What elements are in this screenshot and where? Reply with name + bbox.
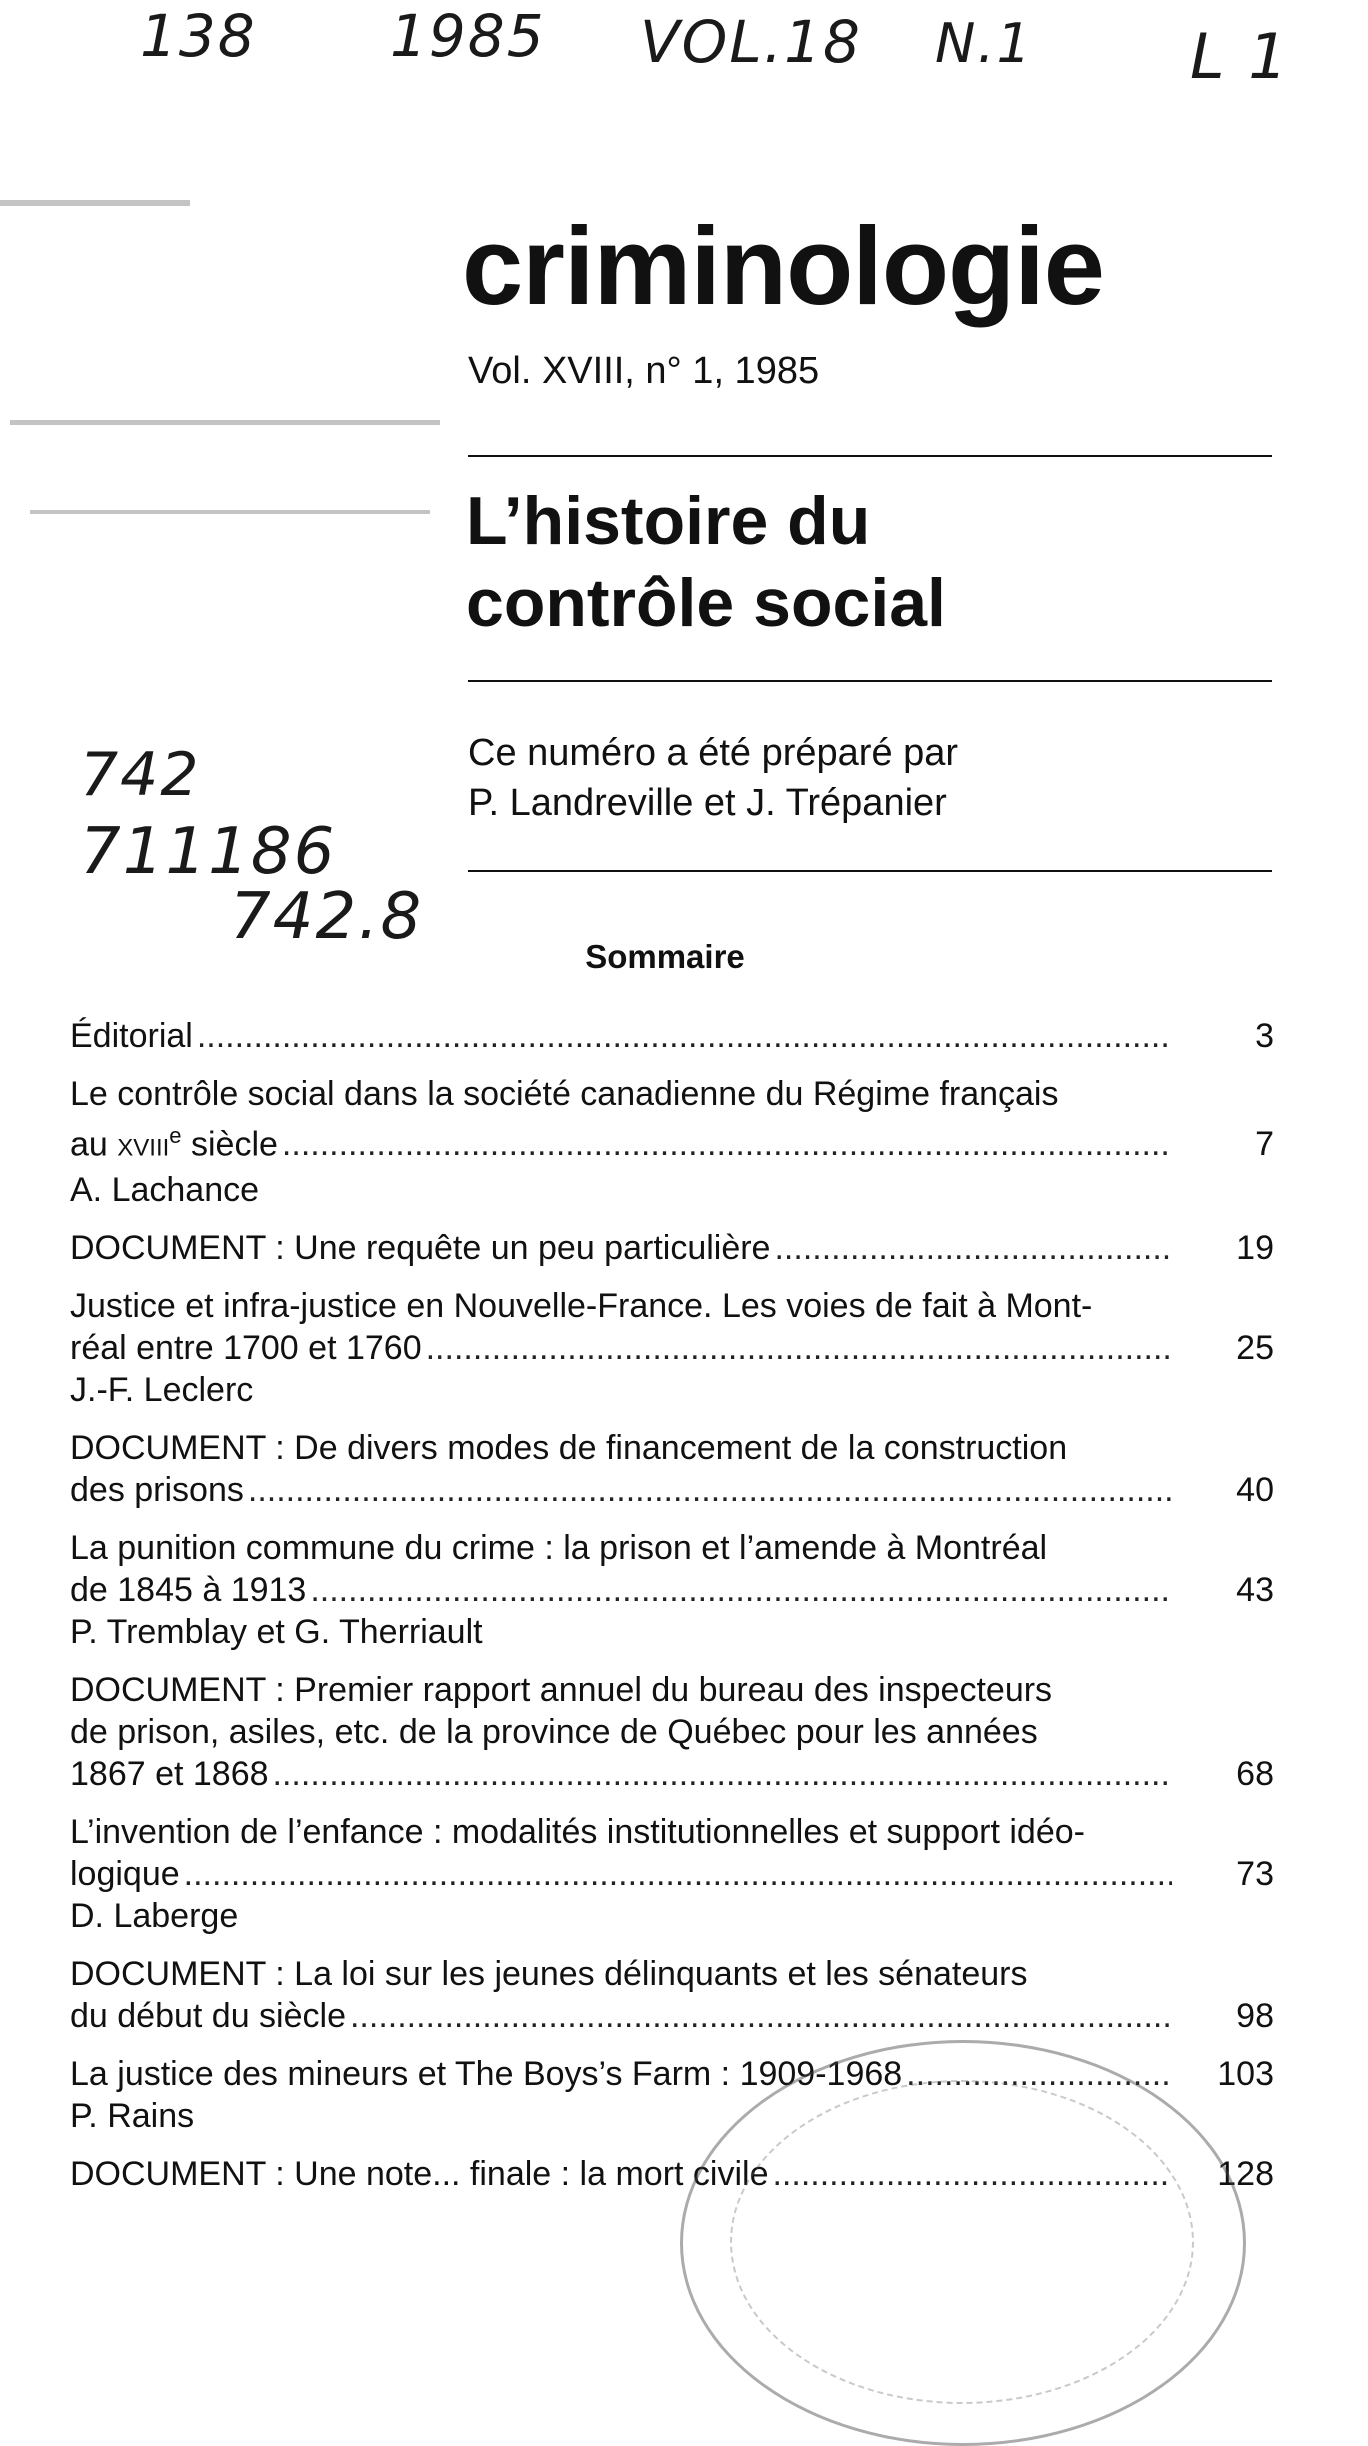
toc-page-number: 19 bbox=[1236, 1229, 1274, 1268]
toc-title-final-line bbox=[70, 1327, 1274, 1369]
divider bbox=[468, 455, 1272, 457]
dot-leader bbox=[310, 1569, 1172, 1611]
toc-title-final-line bbox=[70, 1469, 1274, 1511]
toc-title-final-line bbox=[70, 1753, 1274, 1795]
toc-title: logique bbox=[70, 1855, 180, 1894]
toc-author: D. Laberge bbox=[70, 1897, 239, 1936]
toc-title: Éditorial bbox=[70, 1017, 193, 1055]
toc-page-number: 40 bbox=[1236, 1471, 1274, 1510]
toc-title-final-line bbox=[70, 1995, 1274, 2037]
toc-page-number: 43 bbox=[1236, 1571, 1274, 1610]
toc-title-line: Le contrôle social dans la société canadienne du Régime français bbox=[70, 1075, 1059, 1113]
toc-title-line: DOCUMENT : Premier rapport annuel du bureau des inspecteurs bbox=[70, 1671, 1053, 1710]
toc-title-line: de prison, asiles, etc. de la province de Québec pour les années bbox=[70, 1713, 1038, 1752]
theme-line: contrôle social bbox=[466, 565, 946, 641]
handwritten-code: 742.8 bbox=[230, 880, 424, 954]
toc-page-number: 98 bbox=[1236, 1997, 1274, 2036]
dot-leader bbox=[273, 1753, 1172, 1795]
toc-title: 1867 et 1868 bbox=[70, 1755, 269, 1794]
table-of-contents bbox=[70, 1015, 1274, 2211]
toc-title-line: Justice et infra-justice en Nouvelle-France. Les voies de fait à Mont- bbox=[70, 1287, 1093, 1326]
toc-page-number: 128 bbox=[1217, 2155, 1274, 2194]
toc-page-number: 68 bbox=[1236, 1755, 1274, 1794]
toc-title-final-line bbox=[70, 1569, 1274, 1611]
faded-stamp-mark bbox=[30, 510, 430, 514]
toc-entry bbox=[70, 1953, 1274, 2037]
toc-title-line: DOCUMENT : La loi sur les jeunes délinquants et les sénateurs bbox=[70, 1955, 1028, 1994]
toc-title: du début du siècle bbox=[70, 1997, 346, 2036]
summary-heading: Sommaire bbox=[585, 938, 745, 975]
handwritten-volume: VOL.18 bbox=[640, 8, 862, 76]
toc-title-final-line bbox=[70, 1227, 1274, 1269]
prepared-by bbox=[468, 728, 958, 828]
dot-leader bbox=[197, 1015, 1172, 1057]
toc-title-line: DOCUMENT : De divers modes de financement de la construction bbox=[70, 1429, 1068, 1468]
toc-page-number: 103 bbox=[1217, 2055, 1274, 2094]
toc-author: J.-F. Leclerc bbox=[70, 1371, 254, 1410]
toc-page-number: 25 bbox=[1236, 1329, 1274, 1368]
toc-title-final-line bbox=[70, 1853, 1274, 1895]
divider bbox=[468, 680, 1272, 682]
toc-title bbox=[70, 1115, 278, 1169]
toc-title: DOCUMENT : Une requête un peu particulière bbox=[70, 1229, 771, 1268]
toc-entry bbox=[70, 1669, 1274, 1795]
dot-leader bbox=[184, 1853, 1172, 1895]
toc-author: P. Rains bbox=[70, 2097, 195, 2136]
faded-stamp-mark bbox=[0, 200, 190, 206]
toc-title-line: La punition commune du crime : la prison et l’amende à Montréal bbox=[70, 1529, 1048, 1568]
ordinal-superscript: e bbox=[169, 1123, 182, 1148]
toc-title-part: au bbox=[70, 1125, 118, 1164]
toc-entry bbox=[70, 1227, 1274, 1269]
library-stamp-inner bbox=[730, 2080, 1194, 2404]
dot-leader bbox=[774, 1227, 1172, 1269]
toc-author: A. Lachance bbox=[70, 1171, 260, 1210]
toc-entry bbox=[70, 1527, 1274, 1653]
handwritten-code: 742 bbox=[80, 740, 201, 810]
divider bbox=[468, 870, 1272, 872]
century-small-caps: XVIII bbox=[117, 1134, 170, 1162]
toc-page-number: 3 bbox=[1255, 1017, 1274, 1055]
issue-line: Vol. XVIII, n° 1, 1985 bbox=[468, 350, 820, 392]
handwritten-shelf-mark: L 1 bbox=[1190, 20, 1290, 93]
toc-entry bbox=[70, 1285, 1274, 1411]
toc-title: des prisons bbox=[70, 1471, 244, 1510]
toc-author: P. Tremblay et G. Therriault bbox=[70, 1613, 483, 1652]
toc-title-final-line bbox=[70, 1115, 1274, 1169]
toc-entry bbox=[70, 1811, 1274, 1937]
toc-title-final-line bbox=[70, 1015, 1274, 1057]
dot-leader bbox=[426, 1327, 1172, 1369]
toc-title: La justice des mineurs et The Boys’s Farm : 1909-1968 bbox=[70, 2055, 903, 2094]
theme-line: L’histoire du bbox=[466, 483, 871, 559]
toc-page-number: 73 bbox=[1236, 1855, 1274, 1894]
dot-leader bbox=[350, 1995, 1172, 2037]
handwritten-page-number: 138 bbox=[140, 2, 257, 70]
toc-entry bbox=[70, 1015, 1274, 1057]
issue-theme bbox=[466, 480, 946, 644]
toc-title-line: L’invention de l’enfance : modalités institutionnelles et support idéo- bbox=[70, 1813, 1085, 1852]
toc-entry bbox=[70, 1427, 1274, 1511]
toc-title: de 1845 à 1913 bbox=[70, 1571, 307, 1610]
prepared-line: P. Landreville et J. Trépanier bbox=[468, 782, 947, 824]
prepared-line: Ce numéro a été préparé par bbox=[468, 732, 959, 774]
toc-page-number: 7 bbox=[1255, 1125, 1274, 1164]
journal-title: criminologie bbox=[462, 205, 1104, 328]
toc-entry bbox=[70, 1073, 1274, 1211]
toc-title-part: siècle bbox=[181, 1125, 278, 1164]
handwritten-code: 711186 bbox=[80, 815, 337, 889]
handwritten-year: 1985 bbox=[390, 2, 546, 70]
dot-leader bbox=[248, 1469, 1172, 1511]
handwritten-number: N.1 bbox=[935, 12, 1033, 75]
faded-stamp-mark bbox=[10, 420, 440, 425]
toc-title: DOCUMENT : Une note... finale : la mort civile bbox=[70, 2155, 769, 2194]
dot-leader bbox=[282, 1123, 1172, 1165]
toc-title: réal entre 1700 et 1760 bbox=[70, 1329, 422, 1368]
